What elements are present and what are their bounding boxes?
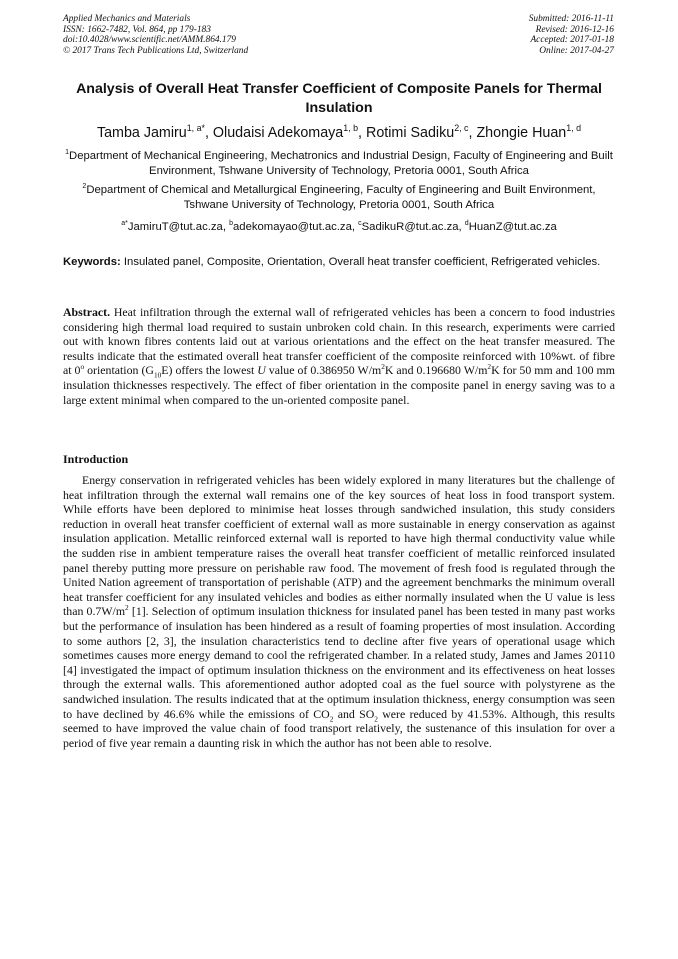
author-name: Tamba Jamiru: [96, 125, 187, 141]
journal-info: [63, 14, 248, 56]
introduction-paragraph: Energy conservation in refrigerated vehicles has been widely explored in many literatures but the challenge of heat infiltration through the external wall remains one of the key sources of heat loss in food transport system. While efforts have been deplored to minimise heat losses through sandwiched insulation, this study considers reduction in overall heat transfer coefficient of external wall as more sustainable in energy conservation as against insulation application. Metallic reinforced external wall is reported to have high thermal conductivity value while the sudden rise in ambient temperature raises the overall heat transfer coefficient of metallic reinforced insulated panel thereby putting more pressure on perishable raw food. The movement of fresh food is regulated through the United Nation agreement of transportation of perishable (ATP) and the agreement benchmarks the minimum overall heat transfer coefficient for any insulated vehicles and bodies as either normally insulated when the U value is less than $0.7W/m^2$ [1]. Selection of optimum insulation thickness for insulated panel has been tested in many past works but the performance of insulation has been hindered as a result of foaming properties of most insulation. According to some authors [2, 3], the insulation characteristics tend to decline after five years of operational usage which sometimes causes more energy demand to cool the refrigerated chamber. In a related study, James and James 20110 [4] investigated the impact of optimum insulation thickness on the environment and its effectiveness on heat losses through the external walls. This aforementioned author adopted coal as the fuel source with polystyrene as the sandwiched insulation. The results indicated that at the optimum insulation thickness, energy consumption was seen to have declined by 46.6% while the emissions of $CO_2$ and $SO_2$ were reduced by 41.53%. Although, this results seemed to have improved the value chain of food transport relatively, the sustenance of this insulation for over a period of five year remain a daunting risk in which the author has not been able to resolve.: [63, 473, 616, 750]
author: Tamba Jamiru$^{1, a*}$,: [96, 123, 213, 141]
affiliation-text: Department of Chemical and Metallurgical Engineering, Faculty of Engineering and Built Environment, Tshwane University of Technology, Pretoria 0001, South Africa: [86, 184, 596, 211]
revised-date: Revised: 2016-12-16: [535, 24, 614, 35]
abstract-label: Abstract.: [63, 305, 111, 319]
author-name: Zhongie Huan: [476, 125, 567, 141]
affiliation-number: 1: [65, 149, 70, 157]
keywords-label: Keywords:: [63, 256, 121, 268]
email-address[interactable]: JamiruT@tut.ac.za: [127, 221, 223, 233]
email-address[interactable]: HuanZ@tut.ac.za: [468, 221, 557, 233]
submitted-date: Submitted: 2016-11-11: [528, 14, 614, 24]
author: Rotimi Sadiku$^{2, c}$,: [366, 123, 477, 141]
author-affiliation-mark: 1, d: [566, 123, 582, 134]
affiliation-text: Department of Mechanical Engineering, Mechatronics and Industrial Design, Faculty of Engineering and Built Environment, Tshwane University of Technology, Pretoria 0001, South Africa: [69, 150, 613, 177]
affiliation-1: [63, 149, 615, 178]
email-address[interactable]: SadikuR@tut.ac.za: [361, 221, 459, 233]
section-heading-introduction: Introduction: [63, 452, 129, 466]
online-date: Online: 2017-04-27: [539, 45, 614, 56]
author-affiliation-mark: 1, b: [343, 123, 359, 134]
author-name: Rotimi Sadiku: [366, 125, 455, 141]
author-name: Oludaisi Adekomaya: [212, 125, 344, 141]
affiliation-2: [63, 183, 615, 212]
keywords: [63, 255, 615, 270]
paper-title: Analysis of Overall Heat Transfer Coefficient of Composite Panels for Thermal Insulation: [76, 81, 602, 116]
email-list: $^{a*}$JamiruT@tut.ac.za, $^b$adekomayao@tut.ac.za, $^c$SadikuR@tut.ac.za, $^d$HuanZ@tut.ac.za: [121, 220, 557, 233]
author-affiliation-mark: 2, c: [454, 123, 469, 134]
journal-name: Applied Mechanics and Materials: [63, 14, 191, 24]
email-address[interactable]: adekomayao@tut.ac.za: [233, 221, 352, 233]
affiliation-number: 2: [82, 183, 87, 191]
abstract: Abstract. Heat infiltration through the external wall of refrigerated vehicles has been a concern to food industries considering high thermal load required to sustain unbroken cold chain. In this research, experiments were carried out with known fibres contents laid out at various orientations and the effect on the heat transfer measured. The results indicate that the estimated overall heat transfer coefficient of the composite reinforced with 10%wt. of fibre at 0$^o$ orientation $(G_{10}E)$ offers the lowest U value of 0.386950 $W/m^2K$ and 0.196680 $W/m^2K$ for 50 mm and 100 mm insulation thicknesses respectively. The effect of fiber orientation in the composite panel in energy saving was to a large extent minimal when compared to the un-oriented composite panel.: [63, 305, 616, 407]
copyright-line: © 2017 Trans Tech Publications Ltd, Switzerland: [63, 45, 249, 56]
author: Oludaisi Adekomaya$^{1, b}$,: [212, 123, 366, 141]
author: [476, 125, 581, 141]
doi-line: doi:10.4028/www.scientific.net/AMM.864.179: [63, 35, 236, 46]
issn-line: ISSN: 1662-7482, Vol. 864, pp 179-183: [63, 24, 211, 35]
author-list: [40, 123, 638, 143]
author-affiliation-mark: 1, a*: [186, 123, 205, 134]
keywords-text: Insulated panel, Composite, Orientation, Overall heat transfer coefficient, Refrigerated vehicles.: [123, 256, 601, 268]
publication-dates: [529, 14, 614, 56]
accepted-date: Accepted: 2017-01-18: [530, 35, 614, 46]
